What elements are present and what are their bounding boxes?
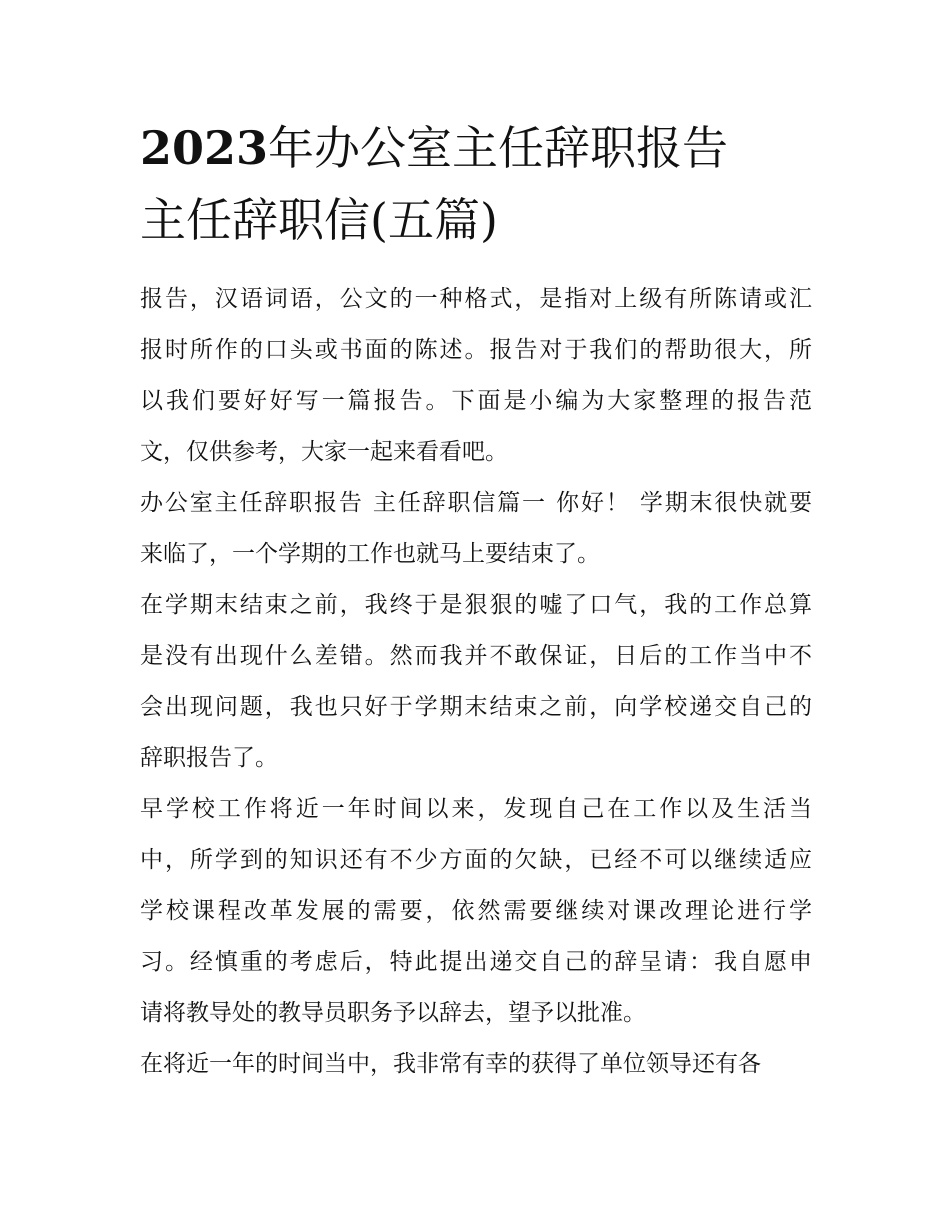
title-line-1-text: 年办公室主任辞职报告: [268, 121, 729, 175]
paragraph-line: 办公室主任辞职报告 主任辞职信篇一 你好！ 学期末很快就要: [140, 490, 812, 516]
paragraph-line: 报时所作的口头或书面的陈述。报告对于我们的帮助很大，所: [140, 337, 812, 363]
paragraph: [140, 784, 812, 1039]
paragraph-line: 学校课程改革发展的需要，依然需要继续对课改理论进行学: [140, 898, 812, 924]
paragraph: [140, 580, 812, 784]
paragraph-line: 以我们要好好写一篇报告。下面是小编为大家整理的报告范: [140, 388, 812, 414]
paragraph-line: 文，仅供参考，大家一起来看看吧。: [140, 439, 508, 465]
paragraph-line: 在学期末结束之前，我终于是狠狠的嘘了口气，我的工作总算: [140, 592, 812, 618]
paragraph: [140, 478, 812, 580]
paragraph-line: 请将教导处的教导员职务予以辞去，望予以批准。: [140, 1000, 646, 1026]
paragraph-line: 报告，汉语词语，公文的一种格式，是指对上级有所陈请或汇: [140, 286, 812, 312]
paragraph-line: 习。经慎重的考虑后，特此提出递交自己的辞呈请：我自愿申: [140, 949, 812, 975]
paragraph-line: 早学校工作将近一年时间以来，发现自己在工作以及生活当: [140, 796, 812, 822]
paragraph-line: 在将近一年的时间当中，我非常有幸的获得了单位领导还有各: [140, 1051, 761, 1077]
paragraph-line: 是没有出现什么差错。然而我并不敢保证，日后的工作当中不: [140, 643, 812, 669]
document-title: [140, 112, 820, 256]
paragraph: [140, 1039, 812, 1090]
paragraph: [140, 274, 812, 478]
paragraph-line: 会出现问题，我也只好于学期末结束之前，向学校递交自己的: [140, 694, 812, 720]
document-body: [140, 274, 812, 1090]
title-line-2: 主任辞职信(五篇): [140, 193, 498, 247]
paragraph-line: 辞职报告了。: [140, 745, 278, 771]
title-year: 2023: [140, 121, 269, 175]
paragraph-line: 来临了，一个学期的工作也就马上要结束了。: [140, 541, 600, 567]
paragraph-line: 中，所学到的知识还有不少方面的欠缺，已经不可以继续适应: [140, 847, 812, 873]
title-line-1: [140, 112, 820, 184]
